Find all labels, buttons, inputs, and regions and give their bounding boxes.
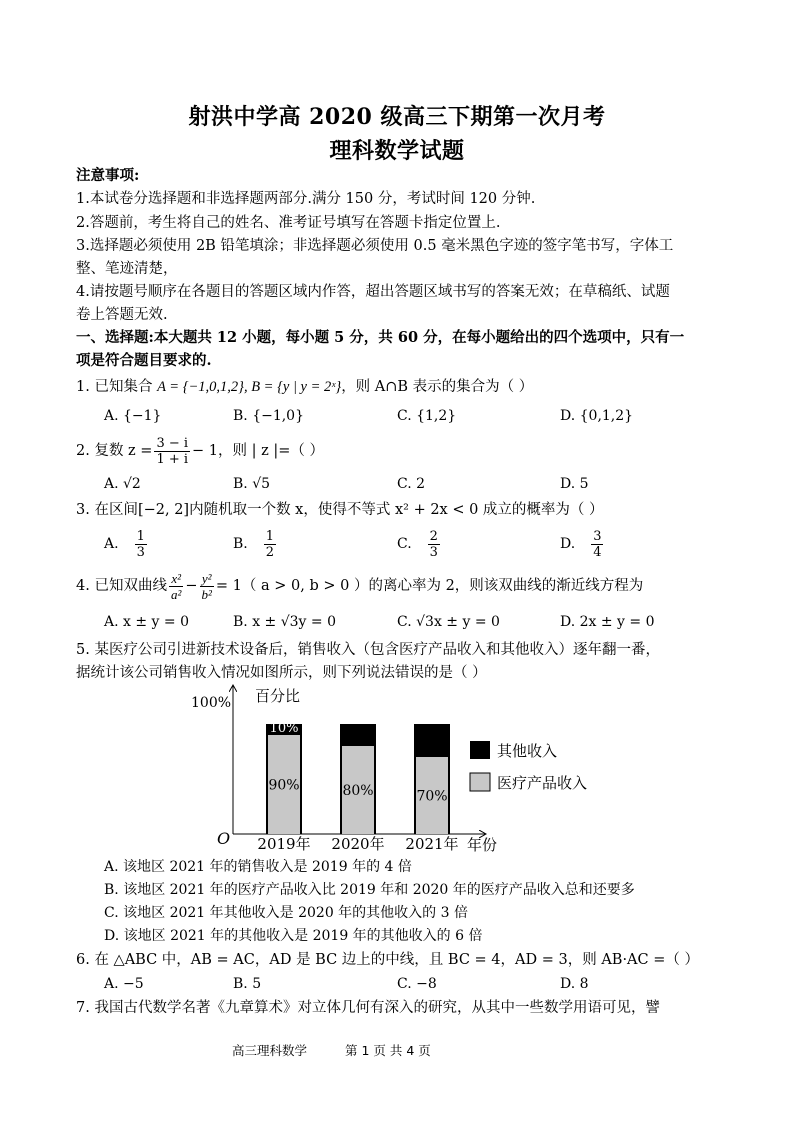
section-heading-2: 项是符合题目要求的.	[76, 352, 212, 369]
q3-d-label: D.	[560, 536, 576, 552]
question-3: 3. 在区间[−2, 2]内随机取一个数 x，使得不等式 x² + 2x < 0 成立的概率为（ ）	[76, 502, 604, 518]
footer-subject: 高三理科数学	[232, 1043, 308, 1058]
q3-c-den: 3	[429, 544, 438, 560]
question-2	[76, 431, 324, 471]
note-4a: 4.请按题号顺序在各题目的答题区域内作答，超出答题区域书写的答案无效；在草稿纸、试题	[76, 284, 670, 300]
x-tick-2021年: 2021年	[405, 835, 459, 853]
bar-value-label-2019年: 90%	[268, 777, 300, 794]
question-1	[76, 377, 533, 397]
q4-option-b: B. x ± √3y = 0	[233, 614, 336, 630]
note-3a: 3.选择题必须使用 2B 铅笔填涂；非选择题必须使用 0.5 毫米黑色字迹的签字笔书写，字体工	[76, 238, 674, 254]
q1-option-d: D. {0,1,2}	[560, 408, 634, 424]
q2-fraction	[154, 436, 190, 467]
q4-num-1: x²	[171, 570, 181, 586]
legend-label-medical: 医疗产品收入	[497, 774, 588, 792]
q4-den-2: b²	[201, 586, 212, 602]
bar-value-label-2020年: 80%	[342, 783, 374, 799]
q3-option-a	[104, 524, 149, 564]
bars-group	[257, 721, 458, 853]
q4-den-1: a²	[170, 586, 182, 602]
q3-option-d	[560, 524, 605, 564]
q2-option-d: D. 5	[560, 476, 589, 492]
x-tick-2019年: 2019年	[257, 835, 311, 853]
q2-numerator: 3 − i	[156, 435, 189, 451]
q2-option-c: C. 2	[397, 476, 426, 492]
legend-swatch-medical	[470, 773, 490, 791]
q5-option-b: B. 该地区 2021 年的医疗产品收入比 2019 年和 2020 年的医疗产品收入总和还要多	[104, 882, 635, 898]
exam-title: 射洪中学高 2020 级高三下期第一次月考	[188, 104, 606, 130]
section-heading-1: 一、选择题:本大题共 12 小题，每小题 5 分，共 60 分，在每小题给出的四个选项中，只有一	[76, 329, 685, 346]
q6-option-c: C. −8	[397, 976, 437, 992]
q3-b-label: B.	[233, 536, 248, 552]
question-6: 6. 在 △ABC 中，AB = AC，AD 是 BC 边上的中线，且 BC = 4，AD = 3，则 AB·AC =（ ）	[76, 952, 699, 968]
note-3b: 整、笔迹清楚，	[76, 261, 178, 277]
bar-top-label-2019年: 10%	[269, 721, 299, 736]
q6-option-a: A. −5	[104, 976, 144, 992]
q1-prefix: 1. 已知集合	[76, 379, 158, 395]
q5-option-a: A. 该地区 2021 年的销售收入是 2019 年的 4 倍	[104, 859, 412, 875]
q3-option-b	[233, 524, 278, 564]
q6-option-d: D. 8	[560, 976, 589, 992]
q2-suffix: − 1，则 | z |=（ ）	[192, 443, 325, 459]
q1-suffix: ，则 A∩B 表示的集合为（ ）	[341, 379, 534, 395]
note-4b: 卷上答题无效.	[76, 307, 168, 323]
q3-b-num: 1	[265, 528, 275, 544]
q4-option-a: A. x ± y = 0	[104, 614, 189, 630]
q3-a-den: 3	[136, 544, 145, 560]
q3-option-c	[397, 524, 442, 564]
y-tick-100: 100%	[191, 695, 232, 711]
y-axis-label: 百分比	[255, 687, 301, 705]
q2-denominator: 1 + i	[156, 451, 189, 467]
q3-c-fraction	[428, 529, 440, 560]
q2-option-b: B. √5	[233, 476, 271, 492]
q6-option-b: B. 5	[233, 976, 262, 992]
x-tick-2020年: 2020年	[331, 835, 385, 853]
q4-minus: −	[185, 578, 198, 594]
q2-option-a: A. √2	[104, 476, 141, 492]
q3-d-den: 4	[593, 544, 602, 560]
q3-b-den: 2	[265, 544, 275, 560]
q3-a-fraction	[135, 529, 147, 560]
q4-num-2: y²	[201, 570, 212, 586]
q4-suffix: = 1（ a > 0, b > 0 ）的离心率为 2，则该双曲线的渐近线方程为	[215, 578, 644, 594]
question-4	[76, 566, 643, 606]
footer-page-number: 第 1 页 共 4 页	[345, 1043, 431, 1058]
note-1: 1.本试卷分选择题和非选择题两部分.满分 150 分，考试时间 120 分钟.	[76, 191, 536, 207]
q3-c-num: 2	[429, 528, 438, 544]
legend-swatch-other	[470, 741, 490, 759]
note-2: 2.答题前，考生将自己的姓名、准考证号填写在答题卡指定位置上.	[76, 215, 501, 231]
q1-option-c: C. {1,2}	[397, 408, 457, 424]
q4-prefix: 4. 已知双曲线	[76, 578, 167, 594]
q3-b-fraction	[264, 529, 276, 560]
q4-fraction-1	[169, 571, 183, 602]
q1-option-b: B. {−1,0}	[233, 408, 304, 424]
q1-math: A = {−1,0,1,2}, B = {y | y = 2ˣ}	[157, 379, 342, 395]
q3-a-num: 1	[136, 528, 145, 544]
q3-d-num: 3	[593, 528, 602, 544]
q2-prefix: 2. 复数 z =	[76, 443, 153, 459]
q3-d-fraction	[591, 529, 603, 560]
q5-option-c: C. 该地区 2021 年其他收入是 2020 年的其他收入的 3 倍	[104, 905, 468, 921]
x-axis-label: 年份	[467, 836, 498, 854]
question-5-line-2: 据统计该公司销售收入情况如图所示，则下列说法错误的是（ ）	[76, 665, 487, 681]
q4-option-c: C. √3x ± y = 0	[397, 614, 500, 630]
q4-fraction-2	[200, 571, 214, 602]
exam-subtitle: 理科数学试题	[329, 138, 465, 164]
q5-option-d: D. 该地区 2021 年的其他收入是 2019 年的其他收入的 6 倍	[104, 928, 483, 944]
stacked-bar-chart	[185, 682, 615, 857]
q3-c-label: C.	[397, 536, 412, 552]
origin-label: O	[217, 829, 231, 848]
question-7-line-1: 7. 我国古代数学名著《九章算术》对立体几何有深入的研究，从其中一些数学用语可见，譬	[76, 1000, 660, 1016]
question-5-line-1: 5. 某医疗公司引进新技术设备后，销售收入（包含医疗产品收入和其他收入）逐年翻一番，	[76, 642, 660, 658]
q3-a-label: A.	[104, 536, 119, 552]
bar-value-label-2021年: 70%	[416, 788, 448, 805]
q1-option-a: A. {−1}	[104, 408, 162, 424]
q4-option-d: D. 2x ± y = 0	[560, 614, 655, 630]
notes-heading: 注意事项:	[76, 167, 140, 184]
legend-label-other: 其他收入	[497, 742, 558, 760]
